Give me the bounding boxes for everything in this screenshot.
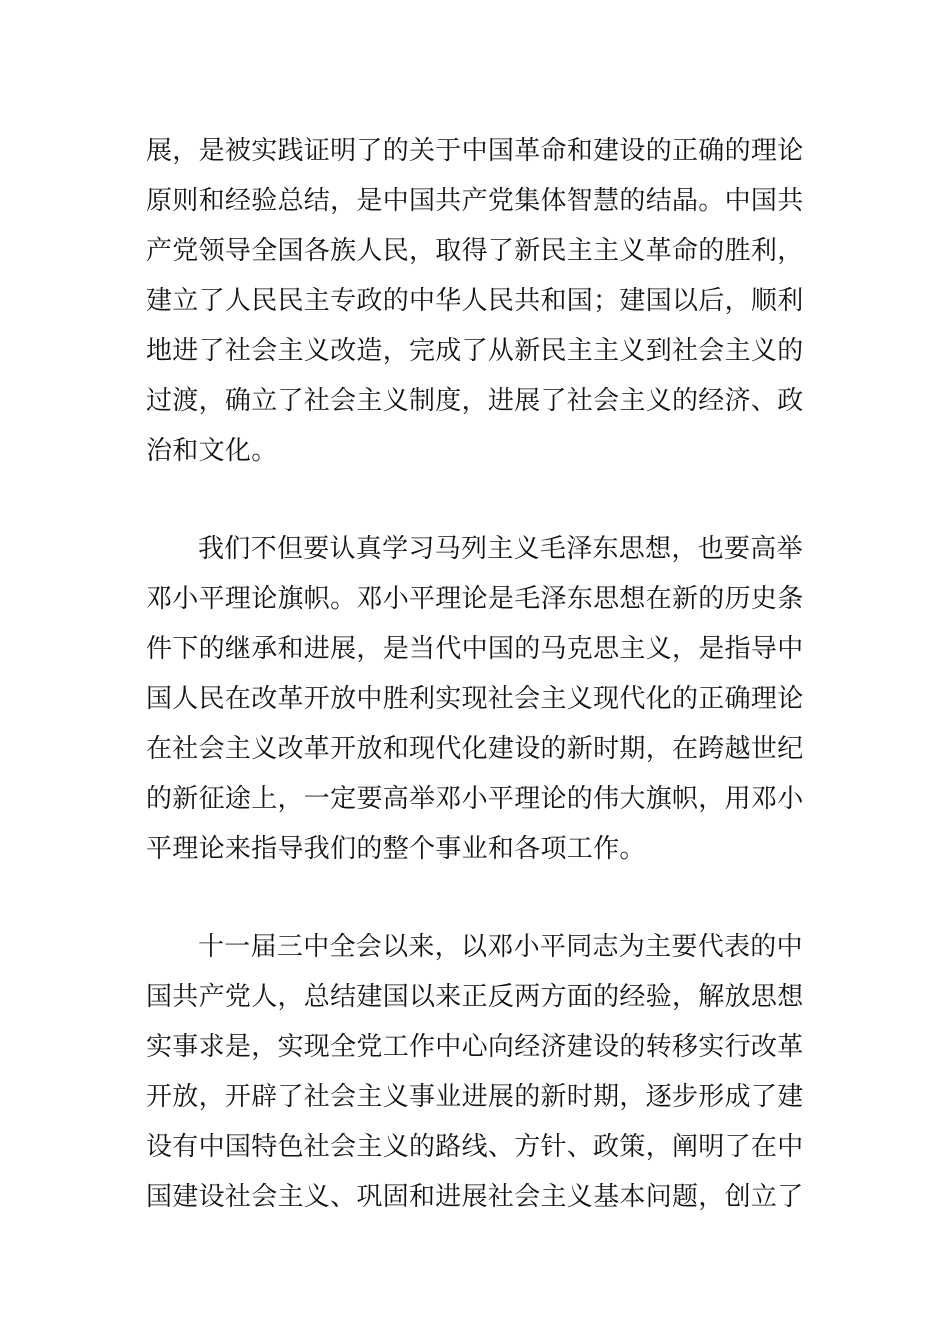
text-line: 过渡，确立了社会主义制度，进展了社会主义的经济、政 (146, 386, 804, 416)
text-line-indented: 十一届三中全会以来，以邓小平同志为主要代表的中 (198, 932, 803, 962)
text-line: 的新征途上，一定要高举邓小平理论的伟大旗帜，用邓小 (146, 784, 804, 814)
text-line: 实事求是，实现全党工作中心向经济建设的转移实行改革 (146, 1032, 804, 1062)
text-line: 治和文化。 (146, 436, 278, 466)
text-line: 国建设社会主义、巩固和进展社会主义基本问题，创立了 (146, 1182, 804, 1212)
paragraph-2 (146, 524, 808, 874)
text-line: 建立了人民民主专政的中华人民共和国；建国以后，顺利 (146, 286, 804, 316)
paragraph-3 (146, 922, 808, 1222)
paragraph-1 (146, 126, 808, 476)
text-line: 在社会主义改革开放和现代化建设的新时期，在跨越世纪 (146, 734, 804, 764)
text-line: 产党领导全国各族人民，取得了新民主主义革命的胜利， (146, 236, 804, 266)
text-line: 平理论来指导我们的整个事业和各项工作。 (146, 834, 646, 864)
text-line: 开放，开辟了社会主义事业进展的新时期，逐步形成了建 (146, 1082, 804, 1112)
text-line: 邓小平理论旗帜。邓小平理论是毛泽东思想在新的历史条 (146, 584, 804, 614)
text-line: 国人民在改革开放中胜利实现社会主义现代化的正确理论 (146, 684, 804, 714)
text-line: 展，是被实践证明了的关于中国革命和建设的正确的理论 (146, 136, 804, 166)
text-line-indented: 我们不但要认真学习马列主义毛泽东思想，也要高举 (198, 534, 803, 564)
text-line: 地进了社会主义改造，完成了从新民主主义到社会主义的 (146, 336, 804, 366)
text-line: 原则和经验总结，是中国共产党集体智慧的结晶。中国共 (146, 186, 804, 216)
text-line: 件下的继承和进展，是当代中国的马克思主义，是指导中 (146, 634, 804, 664)
text-line: 设有中国特色社会主义的路线、方针、政策，阐明了在中 (146, 1132, 804, 1162)
text-line: 国共产党人，总结建国以来正反两方面的经验，解放思想 (146, 982, 804, 1012)
